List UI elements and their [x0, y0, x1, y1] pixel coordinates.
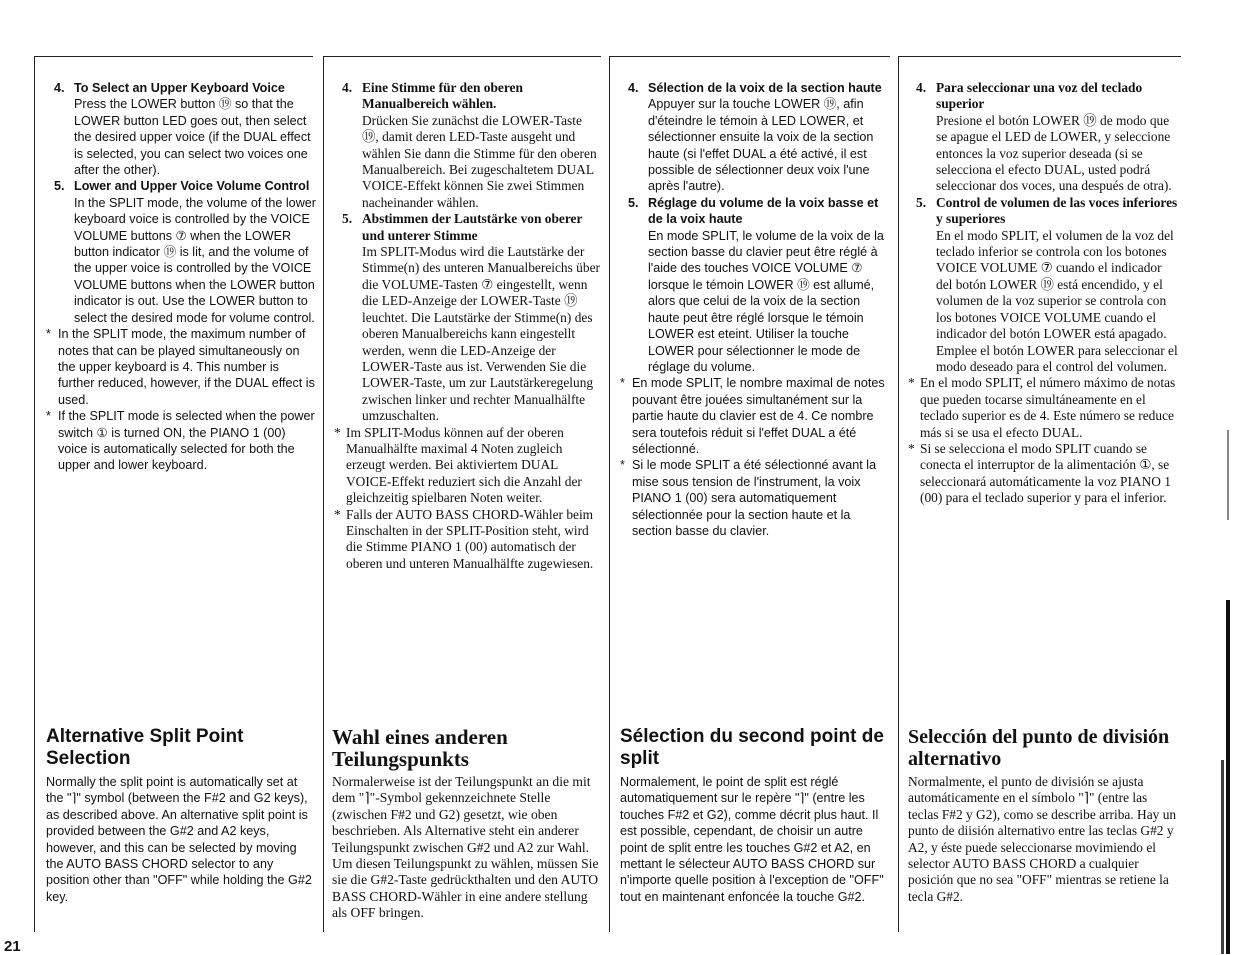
step-body: En mode SPLIT, le volume de la voix de la section basse du clavier peut être réglé à l'aide des touches VOICE VOLUME ⑦ lorsque le témoin LOWER ⑲ est allumé, alors que celui de la voix de la section haute peut être réglé lorsque le témoin LOWER est eteint. Utiliser la touche LOWER pour sélectionner le mode de réglage du volume. [648, 228, 884, 374]
section-title: Wahl eines anderen Teilungspunkts [332, 725, 508, 771]
section-body: Normalmente, el punto de división se ajusta automáticamente en el símbolo "⌉" (entre las teclas F#2 y G2), como se describe arriba. Hay un punto de diisión alternativo entre las teclas G#2 y A2, y éste puede seleccionarse movimiendo el selector AUTO BASS CHORD a cualquier posición que no sea "OFF" mientras se retiene la tecla G#2. [908, 774, 1177, 904]
step-body: Presione el botón LOWER ⑲ de modo que se apague el LED de LOWER, y seleccione entonces la voz superior deseada (si se selecciona el efecto DUAL, usted podrá seleccionar dos voces, una después de otra). [936, 112, 1172, 194]
step-item: 4. Sélection de la voix de la section haute Appuyer sur la touche LOWER ⑲, afin d'éteindre le témoin à LED LOWER, et sélectionner ensuite la voix de la section haute (si l'effet DUAL a été activé, il est possible de sélectionner deux voix l'une après l'autre). [620, 80, 890, 195]
note-bullet: * Im SPLIT-Modus können auf der oberen Manualhälfte maximal 4 Noten zugleich erzeugt werden. Bei aktiviertem DUAL VOICE-Effekt reduziert sich die Anzahl der gleichzeitig spielbaren Noten weiter. [334, 424, 582, 506]
step-item: 4. Para seleccionar una voz del teclado superior Presione el botón LOWER ⑲ de modo que se apague el LED de LOWER, y seleccione entonces la voz superior deseada (si se selecciona el efecto DUAL, usted podrá seleccionar dos voces, una después de otra). [908, 80, 1180, 195]
column-english [46, 80, 318, 474]
note-bullet: * If the SPLIT mode is selected when the power switch ① is turned ON, the PIANO 1 (00) voice is automatically selected for both the upper and lower keyboard. [46, 409, 315, 473]
step-item: 5. Control de volumen de las voces inferiores y superiores En el modo SPLIT, el volumen de la voz del teclado inferior se controla con los botones VOICE VOLUME ⑦ cuando el indicador del botón LOWER ⑲ está encendido, y el volumen de la voz superior se controla con los botones VOICE VOLUME cuando el indicador del botón LOWER está apagado. Emplee el botón LOWER para seleccionar el modo deseado para el control del volumen. [908, 195, 1180, 375]
top-rule-2 [323, 56, 601, 57]
step-item: 5. Réglage du volume de la voix basse et de la voix haute En mode SPLIT, le volume de la voix de la section basse du clavier peut être réglé à l'aide des touches VOICE VOLUME ⑦ lorsque le témoin LOWER ⑲ est allumé, alors que celui de la voix de la section haute peut être réglé lorsque le témoin LOWER est eteint. Utiliser la touche LOWER pour sélectionner le mode de réglage du volume. [620, 195, 890, 375]
step-heading: Control de volumen de las voces inferiores y superiores [936, 194, 1178, 227]
step-heading: To Select an Upper Keyboard Voice [74, 81, 285, 95]
scan-edge-mark [1221, 760, 1224, 954]
step-item: 5. Lower and Upper Voice Volume Control In the SPLIT mode, the volume of the lower keyboard voice is controlled by the VOICE VOLUME buttons ⑦ when the LOWER button indicator ⑲ is lit, and the volume of the upper voice is controlled by the VOICE VOLUME buttons when the LOWER button indicator is out. Use the LOWER button to select the desired mode for volume control. [46, 178, 318, 326]
note-bullet: * In the SPLIT mode, the maximum number of notes that can be played simultaneously on the upper keyboard is 4. This number is further reduced, however, if the DUAL effect is used. [46, 327, 315, 407]
step-heading: Lower and Upper Voice Volume Control [74, 179, 310, 194]
column-spanish [908, 80, 1180, 507]
scan-edge-mark [1226, 600, 1230, 954]
step-heading: Sélection de la voix de la section haute [648, 81, 882, 95]
note-bullet: * Falls der AUTO BASS CHORD-Wähler beim Einschalten in der SPLIT-Position steht, wird die Stimme PIANO 1 (00) automatisch der oberen und unteren Manualhälfte zugewiesen. [334, 506, 594, 571]
step-body: En el modo SPLIT, el volumen de la voz del teclado inferior se controla con los botones VOICE VOLUME ⑦ cuando el indicador del botón LOWER ⑲ está encendido, y el volumen de la voz superior se controla con los botones VOICE VOLUME cuando el indicador del botón LOWER está apagado. Emplee el botón LOWER para seleccionar el modo deseado para el control del volumen. [936, 227, 1178, 374]
step-body: Press the LOWER button ⑲ so that the LOWER button LED goes out, then select the desired upper voice (if the DUAL effect is selected, you can select two voices one after the other). [74, 97, 311, 178]
note-bullet: * En el modo SPLIT, el número máximo de notas que pueden tocarse simultáneamente en el teclado superior es de 4. Este número se reduce más si se usa el efecto DUAL. [908, 375, 1176, 440]
section-title: Sélection du second point de split [620, 726, 884, 769]
section-spanish [908, 726, 1180, 905]
section-german [332, 726, 600, 922]
step-body: Im SPLIT-Modus wird die Lautstärke der Stimme(n) des unteren Manualbereichs über die VOLUME-Tasten ⑦ eingestellt, wenn die LED-Anzeige der LOWER-Taste ⑲ leuchtet. Die Lautstärke der Stimme(n) des oberen Manualbereichs kann eingestellt werden, wenn die LED-Anzeige der LOWER-Taste aus ist. Verwenden Sie die LOWER-Taste, um zur Lautstärkeregelung zwischen linker und rechter Manualhälfte umzuschalten. [362, 244, 600, 424]
step-item: 4. Eine Stimme für den oberen Manualbereich wählen. Drücken Sie zunächst die LOWER-Taste ⑲, damit deren LED-Taste ausgeht und wählen Sie dann die Stimme für den oberen Manualbereich. Bei zugeschaltetem DUAL VOICE-Effekt können Sie zwei Stimmen nacheinander wählen. [334, 80, 600, 211]
note-bullet: * En mode SPLIT, le nombre maximal de notes pouvant être jouées simultanément sur la partie haute du clavier est de 4. Ce nombre sera toutefois réduit si l'effet DUAL a été sélectionné. [620, 376, 885, 456]
section-body: Normalement, le point de split est réglé automatiquement sur le repère "⌉" (entre les touches F#2 et G2), comme décrit plus haut. Il est possible, cependant, de choisir un autre point de split entre les touches G#2 et A2, en mettant le sélecteur AUTO BASS CHORD sur n'importe quelle position à l'exception de "OFF" tout en maintenant enfoncée la touche G#2. [620, 775, 884, 904]
column-divider-1 [34, 56, 35, 932]
column-german [334, 80, 600, 572]
section-title: Alternative Split Point Selection [46, 726, 244, 769]
column-divider-4 [898, 56, 899, 932]
step-heading: Para seleccionar una voz del teclado superior [936, 80, 1143, 112]
column-divider-2 [323, 56, 324, 932]
step-item: 4. To Select an Upper Keyboard Voice Press the LOWER button ⑲ so that the LOWER button LED goes out, then select the desired upper voice (if the DUAL effect is selected, you can select two voices one after the other). [46, 80, 318, 178]
note-bullet: * Si le mode SPLIT a été sélectionné avant la mise sous tension de l'instrument, la voix PIANO 1 (00) sera automatiquement sélectionnée pour la section haute et la section basse du clavier. [620, 458, 877, 538]
step-heading: Eine Stimme für den oberen Manualbereich wählen. [362, 80, 523, 112]
section-french [620, 726, 890, 905]
top-rule-4 [898, 56, 1181, 57]
step-body: Drücken Sie zunächst die LOWER-Taste ⑲, damit deren LED-Taste ausgeht und wählen Sie dann die Stimme für den oberen Manualbereich. Bei zugeschaltetem DUAL VOICE-Effekt können Sie zwei Stimmen nacheinander wählen. [362, 112, 597, 210]
step-body: In the SPLIT mode, the volume of the lower keyboard voice is controlled by the VOICE VOLUME buttons ⑦ when the LOWER button indicator ⑲ is lit, and the volume of the upper voice is controlled by the VOICE VOLUME buttons when the LOWER button indicator is out. Use the LOWER button to select the desired mode for volume control. [74, 195, 316, 325]
step-item: 5. Abstimmen der Lautstärke von oberer und unterer Stimme Im SPLIT-Modus wird die Lautstärke der Stimme(n) des unteren Manualbereichs über die VOLUME-Tasten ⑦ eingestellt, wenn die LED-Anzeige der LOWER-Taste ⑲ leuchtet. Die Lautstärke der Stimme(n) des oberen Manualbereichs kann eingestellt werden, wenn die LED-Anzeige der LOWER-Taste aus ist. Verwenden Sie die LOWER-Taste, um zur Lautstärkeregelung zwischen linker und rechter Manualhälfte umzuschalten. [342, 211, 600, 424]
note-bullet: * Si se selecciona el modo SPLIT cuando se conecta el interruptor de la alimentación ①, se seleccionará automáticamente la voz PIANO 1 (00) para el teclado superior y para el inferior. [908, 440, 1171, 506]
top-rule-1 [34, 56, 313, 57]
top-rule-3 [609, 56, 890, 57]
section-body: Normally the split point is automatically set at the "⌉" symbol (between the F#2 and G2 keys), as described above. An alternative split point is provided between the G#2 and A2 keys, however, and this can be selected by moving the AUTO BASS CHORD selector to any position other than "OFF" while holding the G#2 key. [46, 775, 312, 904]
section-english [46, 726, 316, 905]
page-number: 21 [4, 938, 21, 955]
step-heading: Abstimmen der Lautstärke von oberer und unterer Stimme [362, 211, 583, 243]
scan-edge-mark [1227, 430, 1229, 520]
column-divider-3 [609, 56, 610, 932]
step-heading: Réglage du volume de la voix basse et de la voix haute [648, 195, 879, 227]
section-title: Selección del punto de división alternativo [908, 726, 1170, 770]
section-body: Normalerweise ist der Teilungspunkt an die mit dem "⌉"-Symbol gekennzeichnete Stelle (zwischen F#2 und G2) gesetzt, wie oben beschrieben. Als Alternative steht ein anderer Teilungspunkt zwischen G#2 und A2 zur Wahl. Um diesen Teilungspunkt zu wählen, müssen Sie sie die G#2-Taste gedrückthalten und den AUTO BASS CHORD-Wähler in eine andere stellung als OFF bringen. [332, 774, 599, 921]
column-french [620, 80, 890, 539]
step-body: Appuyer sur la touche LOWER ⑲, afin d'éteindre le témoin à LED LOWER, et sélectionner ensuite la voix de la section haute (si l'effet DUAL a été activé, il est possible de sélectionner deux voix l'une après l'autre). [648, 97, 874, 194]
